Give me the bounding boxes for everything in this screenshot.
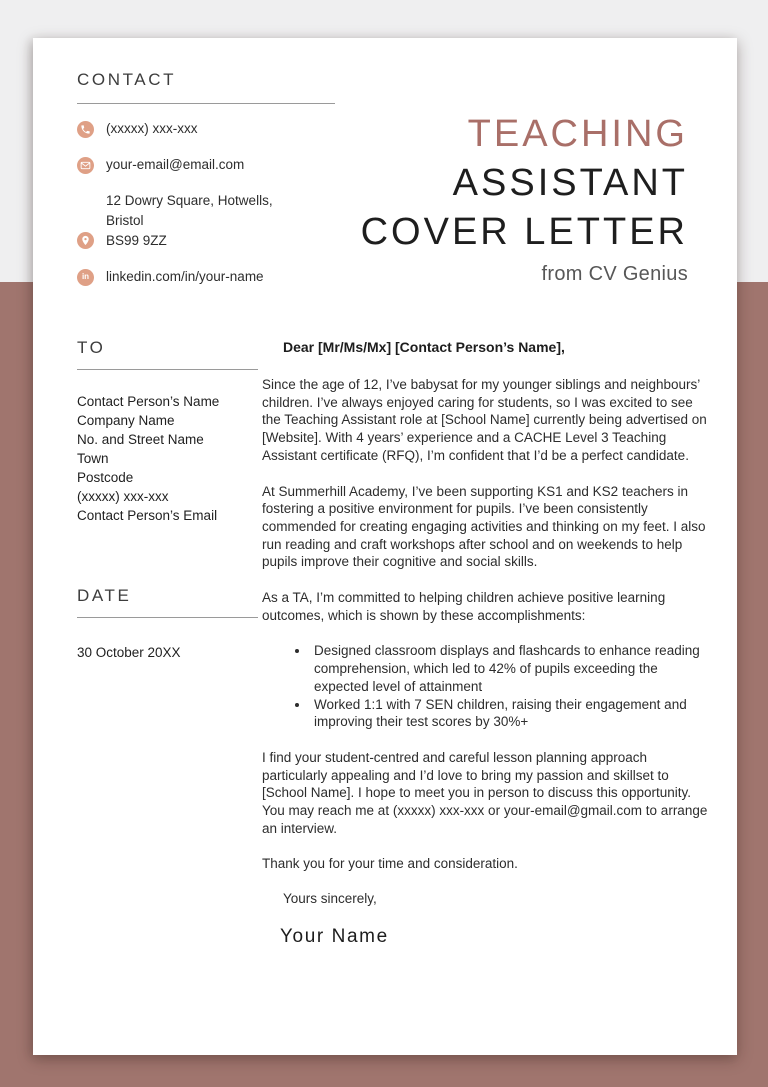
accomplishment-item: • Worked 1:1 with 7 SEN children, raising their engagement and improving their test scores by 30%+ xyxy=(310,696,708,731)
phone-icon xyxy=(77,121,94,138)
closing-line: Yours sincerely, xyxy=(283,891,377,907)
paragraph-closing-appeal: I find your student-centred and careful lesson planning approach particularly appealing and I’d love to bring my passion and skillset to [School Name]. I hope to meet you in person to discuss this opportunity. You may reach me at (xxxxx) xxx-xxx or your-email@gmail.com to arrange an interview. xyxy=(262,749,708,836)
date-heading: DATE xyxy=(77,586,132,605)
recipient-phone: (xxxxx) xxx-xxx xyxy=(77,489,169,504)
title-line-teaching: TEACHING xyxy=(467,113,688,155)
address-line-1: 12 Dowry Square, Hotwells, xyxy=(106,193,273,208)
contact-heading: CONTACT xyxy=(77,70,177,89)
recipient-email: Contact Person’s Email xyxy=(77,508,218,523)
contact-address-value xyxy=(106,191,273,251)
accomplishments-list xyxy=(262,642,708,731)
contact-section xyxy=(77,70,337,303)
paragraph-experience: At Summerhill Academy, I’ve been supporting KS1 and KS2 teachers in fostering a positive environment for pupils. I’ve been consistently commended for creating engaging activities and thinking on my feet. I also run reading and craft workshops after school and on weekends to help pupils improve their cognitive and social skills. xyxy=(262,483,706,570)
salutation: Dear [Mr/Ms/Mx] [Contact Person’s Name], xyxy=(283,339,565,355)
cover-letter-page xyxy=(33,38,737,1055)
date-value: 30 October 20XX xyxy=(77,645,181,660)
title-line-cover-letter: COVER LETTER xyxy=(360,211,688,253)
contact-address-row xyxy=(77,191,337,251)
address-line-3: BS99 9ZZ xyxy=(106,233,167,248)
paragraph-intro: Since the age of 12, I’ve babysat for my younger siblings and neighbours’ children. I’ve always enjoyed caring for students, so I was excited to see the Teaching Assistant role at [School Name] currently being advertised on [Website]. With 4 years’ experience and a CACHE Level 3 Teaching Assistant certificate (RFQ), I’m confident that I’d be a perfect candidate. xyxy=(262,377,707,463)
linkedin-icon: in xyxy=(77,269,94,286)
address-line-2: Bristol xyxy=(106,213,144,228)
to-divider xyxy=(77,369,258,370)
contact-phone-row xyxy=(77,119,337,139)
date-section xyxy=(77,586,267,660)
title-subtitle: from CV Genius xyxy=(541,263,688,285)
document-title xyxy=(361,110,688,286)
recipient-name: Contact Person’s Name xyxy=(77,394,220,409)
recipient-town: Town xyxy=(77,451,109,466)
contact-email-row xyxy=(77,155,337,175)
to-section xyxy=(77,338,267,525)
title-line-assistant: ASSISTANT xyxy=(452,162,688,204)
date-divider xyxy=(77,617,258,618)
recipient-postcode: Postcode xyxy=(77,470,134,485)
envelope-icon xyxy=(77,157,94,174)
contact-phone-value: (xxxxx) xxx-xxx xyxy=(106,121,198,136)
letter-body xyxy=(262,339,708,948)
contact-linkedin-row xyxy=(77,267,337,287)
contact-email-value: your-email@email.com xyxy=(106,157,245,172)
contact-linkedin-value: linkedin.com/in/your-name xyxy=(106,269,264,284)
to-heading: TO xyxy=(77,338,106,357)
accomplishment-item: • Designed classroom displays and flashcards to enhance reading comprehension, which led to 42% of pupils exceeding the expected level of attainment xyxy=(310,642,708,695)
signature-name: Your Name xyxy=(280,926,389,948)
recipient-company: Company Name xyxy=(77,413,175,428)
location-pin-icon xyxy=(77,232,94,249)
paragraph-thanks: Thank you for your time and consideration. xyxy=(262,856,518,872)
paragraph-accomplishments-lead: As a TA, I’m committed to helping children achieve positive learning outcomes, which is shown by these accomplishments: xyxy=(262,590,666,623)
contact-divider xyxy=(77,103,335,104)
recipient-details xyxy=(77,392,267,525)
recipient-street: No. and Street Name xyxy=(77,432,204,447)
